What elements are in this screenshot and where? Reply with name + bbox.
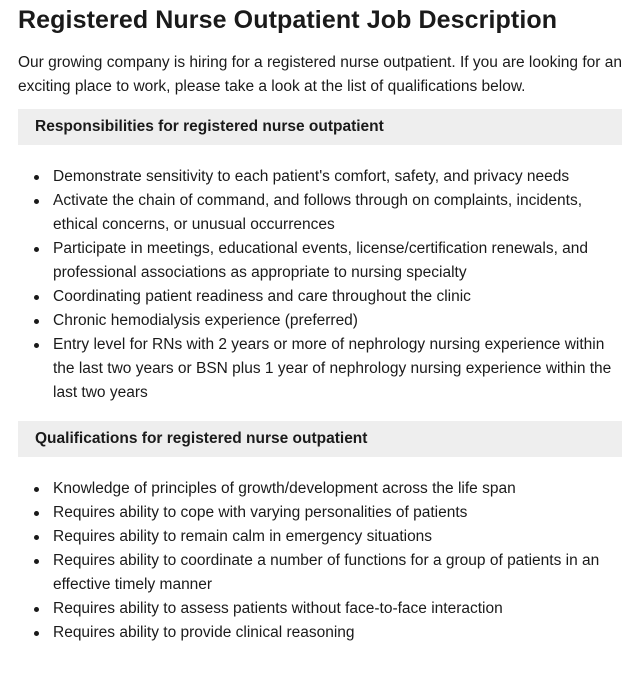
bullet-icon [34,343,39,348]
list-item [18,501,622,525]
list-item [18,477,622,501]
list-item-text: Entry level for RNs with 2 years or more of nephrology nursing experience within the last two years or BSN plus 1 year of nephrology nursing experience within the last two years [53,336,612,401]
bullet-icon [34,631,39,636]
list-item [18,621,622,645]
list-item-text: Requires ability to provide clinical reasoning [53,624,355,641]
list-item-text: Requires ability to assess patients without face-to-face interaction [53,600,503,617]
list-item-text: Knowledge of principles of growth/development across the life span [53,480,516,497]
list-item [18,285,622,309]
list-item [18,333,622,405]
qualifications-list [18,457,622,645]
list-item-text: Requires ability to cope with varying personalities of patients [53,504,468,521]
page-title: Registered Nurse Outpatient Job Description [18,6,558,34]
bullet-icon [34,607,39,612]
bullet-icon [34,511,39,516]
bullet-icon [34,247,39,252]
intro-paragraph: Our growing company is hiring for a registered nurse outpatient. If you are looking for an exciting place to work, please take a look at the list of qualifications below. [18,54,622,95]
bullet-icon [34,295,39,300]
list-item [18,165,622,189]
responsibilities-heading: Responsibilities for registered nurse outpatient [18,109,622,145]
list-item-text: Demonstrate sensitivity to each patient's comfort, safety, and privacy needs [53,168,570,185]
list-item-text: Requires ability to remain calm in emergency situations [53,528,433,545]
list-item [18,309,622,333]
list-item [18,189,622,237]
bullet-icon [34,535,39,540]
list-item [18,549,622,597]
list-item-text: Activate the chain of command, and follows through on complaints, incidents, ethical concerns, or unusual occurrences [53,192,583,233]
list-item-text: Requires ability to coordinate a number of functions for a group of patients in an effective timely manner [53,552,600,593]
bullet-icon [34,199,39,204]
list-item [18,237,622,285]
bullet-icon [34,487,39,492]
responsibilities-list [18,145,622,405]
bullet-icon [34,175,39,180]
list-item-text: Coordinating patient readiness and care throughout the clinic [53,288,471,305]
list-item-text: Chronic hemodialysis experience (preferred) [53,312,358,329]
list-item-text: Participate in meetings, educational events, license/certification renewals, and professional associations as appropriate to nursing specialty [53,240,589,281]
bullet-icon [34,559,39,564]
qualifications-heading: Qualifications for registered nurse outpatient [18,421,622,457]
bullet-icon [34,319,39,324]
list-item [18,597,622,621]
list-item [18,525,622,549]
